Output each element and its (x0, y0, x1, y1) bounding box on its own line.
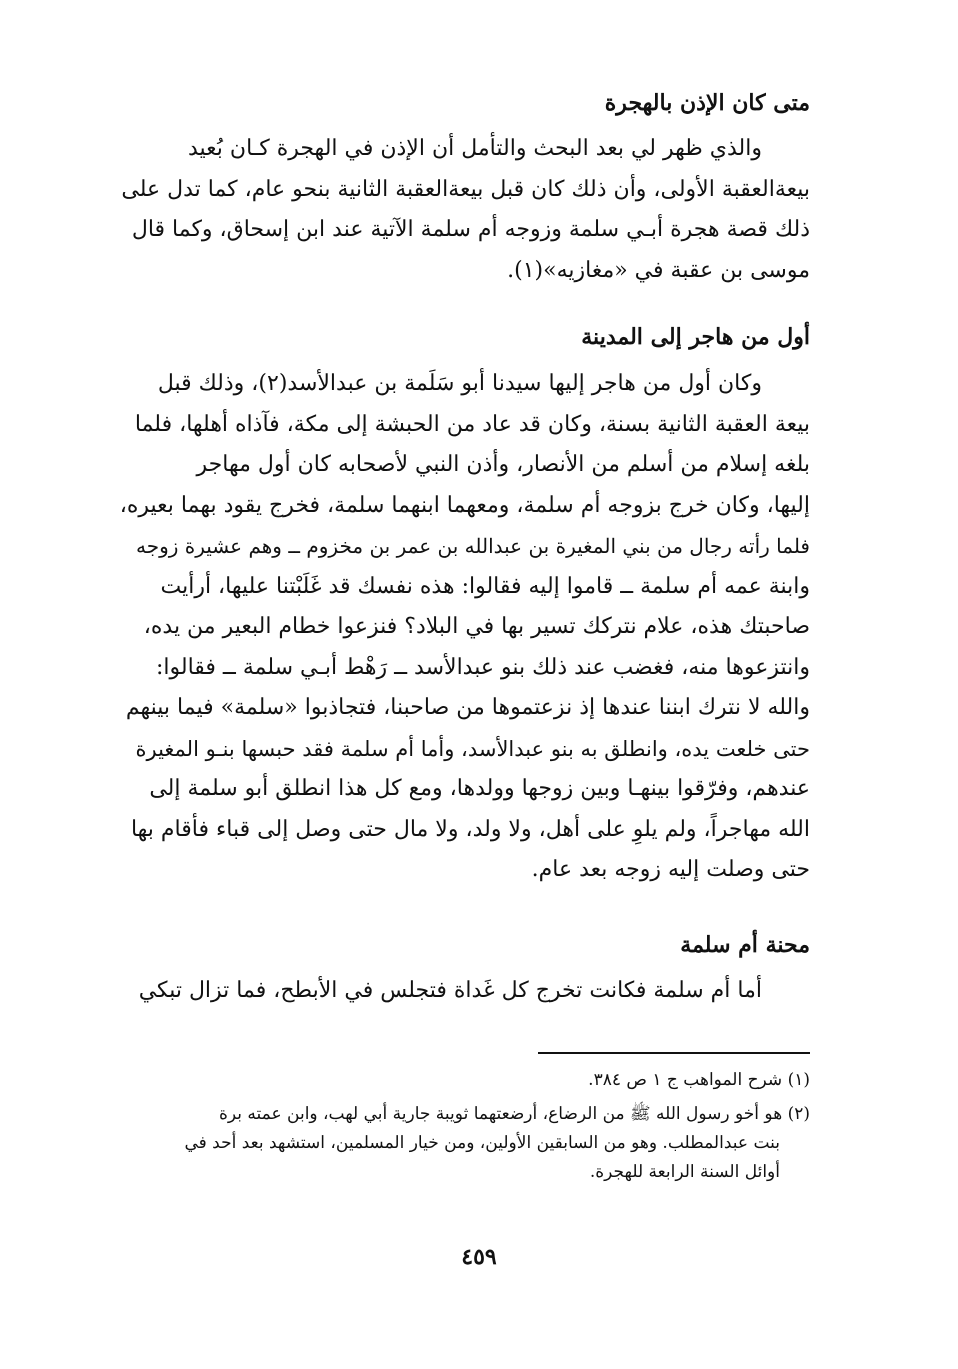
text-line: والله لا نترك ابننا عندها إذ نزعتموها من صاحبنا، فتجاذبوا «سلمة» فيما بينهم (125, 695, 810, 720)
section-heading: أول من هاجر إلى المدينة (581, 324, 810, 350)
footnote-separator (538, 1052, 810, 1054)
text-line: والذي ظهر لي بعد البحث والتأمل أن الإذن في الهجرة كـان بُعيد (188, 136, 762, 161)
text-line: وانتزعوها منه، فغضب عند ذلك بنو عبدالأسد ــ رَهْط أبـي سلمة ــ فقالوا: (156, 654, 810, 680)
section-first-emigrant (120, 322, 810, 891)
text-line: بيعة العقبة الثانية بسنة، وكان قد عاد من الحبشة إلى مكة، فآذاه أهلها، فلما (134, 411, 810, 437)
section-heading: محنة أم سلمة (680, 932, 810, 958)
page-number: ٤٥٩ (461, 1244, 497, 1270)
footnote-1 (120, 1066, 810, 1095)
text-line: موسى بن عقبة في «مغازيه»(١). (507, 257, 810, 283)
section-hijra-permission (120, 88, 810, 291)
text-line: وابنة عمه أم سلمة ــ قاموا إليه فقالوا: هذه نفسك قد غَلَبْتنا عليها، أرأيت (160, 573, 810, 599)
text-line: حتى خلعت يده، وانطلق به بنو عبدالأسد، وأما أم سلمة فقد حبسها بنـو المغيرة (135, 736, 810, 761)
text-line: فلما رأته رجال من بني المغيرة بن عبدالله بن عمر بن مخزوم ــ وهم عشيرة زوجه (136, 534, 810, 558)
text-line: أما أم سلمة فكانت تخرج كل غَداة فتجلس في الأبطح، فما تزال تبكي (138, 978, 762, 1003)
text-line: الله مهاجراً، ولم يلوِ على أهل، ولا ولد، ولا مال حتى وصل إلى قباء فأقام بها (130, 816, 810, 842)
paragraph (120, 364, 810, 891)
text-line: عندهم، وفرّقوا بينهـا وبين زوجها وولدها، ومع كل هذا انطلق أبو سلمة إلى (149, 776, 810, 801)
text-line: حتى وصلت إليه زوجه بعد عام. (531, 857, 810, 882)
footnote-line: (٢) هو أخو رسول الله ﷺ من الرضاع، أرضعتهما ثويبة جارية أبي لهب، وابن عمته برة (218, 1104, 810, 1124)
footnote-2 (120, 1100, 810, 1187)
text-line: صاحبتك هذه، علام نتركك تسير بها في البلاد؟ فنزعوا خطام البعير من يده، (143, 614, 810, 639)
text-line: بلغه إسلام من أسلم من الأنصار، وأذن النبي لأصحابه كان أول مهاجر (196, 452, 810, 477)
text-line: إليها، وكان خرج بزوجه أم سلمة، ومعهما ابنهما سلمة، فخرج يقود بهما بعيره، (119, 492, 810, 518)
section-heading: متى كان الإذن بالهجرة (604, 90, 810, 116)
text-line: بيعةالعقبة الأولى، وأن ذلك كان قبل بيعةالعقبة الثانية بنحو عام، كما تدل على (121, 176, 810, 202)
paragraph (120, 129, 810, 291)
footnote-line: أوائل السنة الرابعة للهجرة. (589, 1162, 780, 1182)
paragraph (120, 971, 810, 1012)
section-umm-salama (120, 930, 810, 1012)
text-line: وكان أول من هاجر إليها سيدنا أبو سَلَمة بن عبدالأسد(٢)، وذلك قبل (157, 371, 762, 396)
footnote-line: بنت عبدالمطلب. وهو من السابقين الأولين، ومن خيار المسلمين، استشهد بعد أحد في (184, 1133, 780, 1153)
text-line: ذلك قصة هجرة أبـي سلمة وزوجه أم سلمة الآتية عند ابن إسحاق، وكما قال (131, 217, 810, 242)
footnote-line: (١) شرح المواهب ج ١ ص ٣٨٤. (588, 1070, 810, 1090)
